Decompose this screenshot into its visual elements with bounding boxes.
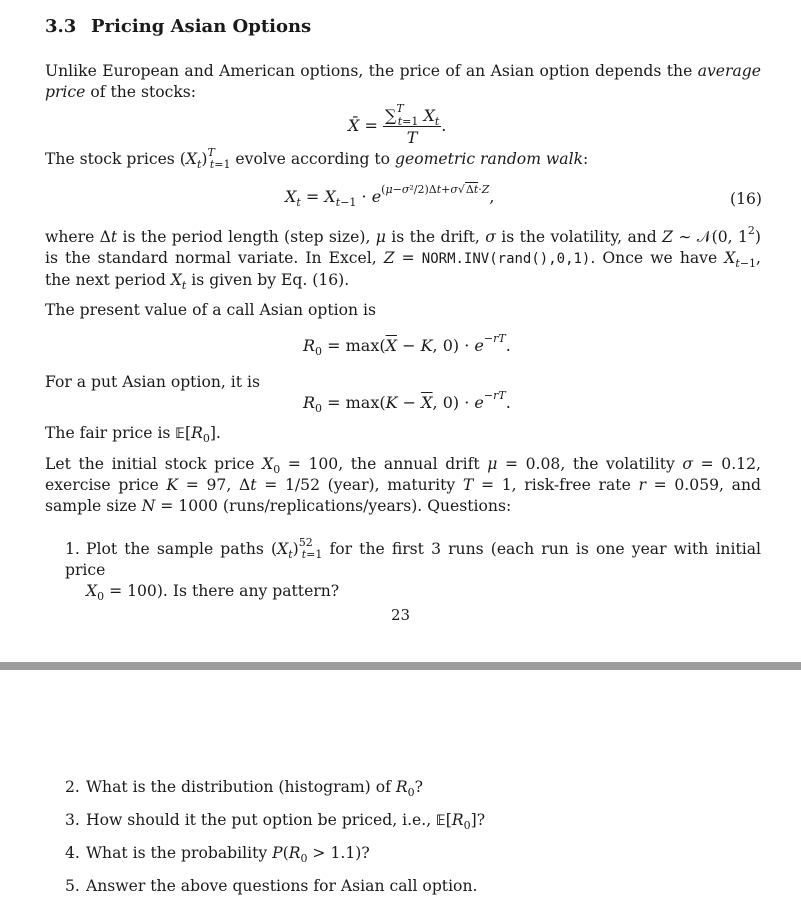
- question-5: 5. Answer the above questions for Asian call option.: [65, 877, 478, 895]
- section-heading: [45, 16, 311, 37]
- equation-average: X̄ = $\frac{\sum^T_{t=1} X_t}{T}$ .: [348, 102, 447, 147]
- evolve-paragraph: The stock prices $(X_t)^T_{t=1}$ evolve according to geometric random walk:: [45, 145, 589, 172]
- question-3: 3. How should it the put option be priced, i.e., $𝔼[R_0]$?: [65, 811, 486, 833]
- equation-put: $R_0 = \max(K - \overline{X}$, $0) \cdot e^{-rT}$.: [303, 389, 511, 416]
- where-paragraph: where Δt is the period length (step size), μ is the drift, σ is the volatility, and Z ∼ 𝒩(0, $1^2$) is the standard normal variate. In Excel, Z = NORM.INV(rand(),0,1). Once we have $X_{t-1}$, the next period $X_t$ is given by Eq. (16).: [45, 223, 761, 293]
- section-title: Pricing Asian Options: [91, 16, 312, 37]
- page-24: [0, 670, 801, 906]
- emphasis-average-price: average price: [45, 62, 761, 101]
- section-number: 3.3: [45, 16, 77, 37]
- question-1: 1. Plot the sample paths $(X_t)^{52}_{t=1}$ for the first 3 runs (each run is one year with initial price $X_0 = 100$). Is there any pattern?: [65, 535, 761, 604]
- equation-16: $X_t = X_{t-1} \cdot e^{(\mu-\sigma^2/2)\Delta t+\sigma√\Delta t\cdot Z}$,: [285, 183, 495, 210]
- page-number: 23: [390, 606, 411, 624]
- equation-call: $R_0 = \max(\overline{X} - K$, $0) \cdot e^{-rT}$.: [303, 332, 511, 359]
- question-number: 1.: [65, 540, 80, 558]
- parameters-paragraph: Let the initial stock price $X_0 = 100$, the annual drift μ = 0.08, the volatility σ = 0.12, exercise price K = 97, Δt = 1/52 (year), maturity T = 1, risk-free rate r = 0.059, and sample size N = 1000 (runs/replications/years). Questions:: [45, 455, 761, 515]
- put-intro: For a put Asian option, it is: [45, 373, 260, 391]
- pv-call-intro: The present value of a call Asian option is: [45, 301, 376, 319]
- question-2: 2. What is the distribution (histogram) of $R_0$?: [65, 778, 423, 800]
- question-4: 4. What is the probability $P(R_0 > 1.1)$?: [65, 844, 370, 866]
- excel-formula: NORM.INV(rand(),0,1): [421, 251, 591, 267]
- emphasis-geometric-random-walk: geometric random walk: [395, 150, 584, 168]
- intro-paragraph: Unlike European and American options, the price of an Asian option depends the average price of the stocks:: [45, 62, 761, 101]
- page-separator: [0, 662, 801, 670]
- fair-price-paragraph: The fair price is $𝔼[R_0]$.: [45, 424, 221, 446]
- equation-16-label: (16): [730, 190, 763, 208]
